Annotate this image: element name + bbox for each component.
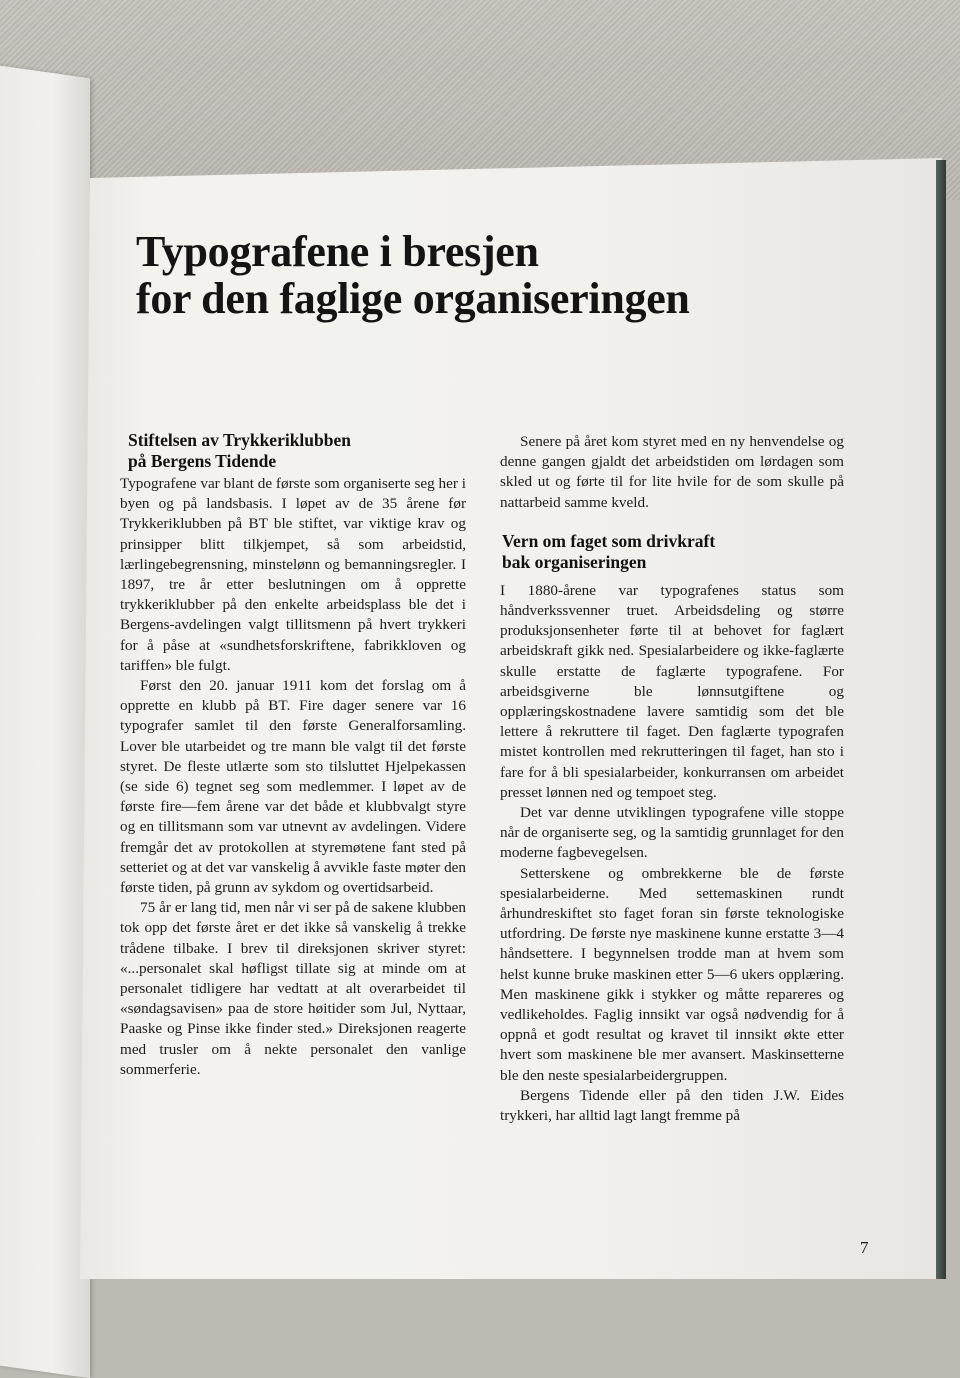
article-title <box>136 228 836 322</box>
paragraph: Bergens Tidende eller på den tiden J.W. Eides trykkeri, har alltid lagt langt fremme på <box>500 1086 844 1125</box>
section-heading: Stiftelsen av Trykkeriklubben på Bergens Tidende <box>128 430 351 471</box>
title-line: for den faglige organiseringen <box>136 274 690 323</box>
section-heading: Vern om faget som drivkraft bak organiseringen <box>502 530 716 572</box>
page-number: 7 <box>860 1238 869 1257</box>
left-column <box>120 430 466 1080</box>
paragraph: Først den 20. januar 1911 kom det forslag om å opprette en klubb på BT. Fire dager senere var 16 typografer samlet til den første Generalforsamling. Lover ble utarbeidet og tre mann ble valgt til det første styret. De fleste utlærte som sto tilsluttet Hjelpekassen (se side 6) tegnet seg som medlemmer. I løpet av de første fire—fem årene var det både et klubbvalgt styre og en tillitsmann som var utnevnt av avdelingen. Videre fremgår det av protokollen at styremøtene fant sted på setteriet og at det var vanskelig å avvikle faste møter den første tiden, på grunn av sykdom og overtidsarbeid. <box>120 677 466 897</box>
paragraph: I 1880-årene var typografenes status som håndverkssvenner truet. Arbeidsdeling og større produksjonsenheter førte til at behovet for faglært arbeidskraft gikk ned. Spesialarbeidere og ikke-faglærte skulle erstatte de faglærte typografene. For arbeidsgiverne ble lønnsutgiftene og opplæringskostnadene lavere samtidig som det ble lettere å rekruttere til faget. Den faglærte typografen mistet kontrollen med rekrutteringen til faget, han sto i fare for å bli spesialarbeider, konkurransen om arbeidet presset lønnen ned og tempoet steg. <box>500 581 844 801</box>
paragraph: Det var denne utviklingen typografene ville stoppe når de organiserte seg, og la samtidig grunnlaget for den moderne fagbevegelsen. <box>500 804 844 862</box>
book-cover-edge <box>936 160 946 1279</box>
title-line: Typografene i bresjen <box>136 227 539 276</box>
paragraph: Typografene var blant de første som organiserte seg her i byen og på landsbasis. I løpet av de 35 årene før Trykkeriklubben på BT ble stiftet, var viktige krav og prinsipper blitt tilkjempet, så som arbeidstid, lærlingebegrensning, minstelønn og bemanningsregler. I 1897, tre år etter beslutningen om å opprette trykkeriklubber på den enkelte arbeidsplass ble det i Bergens-avdelingen valgt tillitsmenn på hvert trykkeri for å påse at «sundhetsforskriftene, fabrikkloven og tariffen» ble fulgt. <box>120 475 466 674</box>
facing-page-edge <box>0 60 90 1378</box>
paragraph: Senere på året kom styret med en ny henvendelse og denne gangen gjaldt det arbeidstiden om lørdagen som skled ut og førte til for lite hvile for de som skulle på nattarbeid samme kveld. <box>500 433 844 511</box>
paragraph: 75 år er lang tid, men når vi ser på de sakene klubben tok opp det første året er det ikke så vanskelig å trekke trådene tilbake. I brev til direksjonen skriver styret: «...personalet skal høfligst tillate sig at minde om at personalet tidligere har vedtatt at alt overarbeidet til «søndagsavisen» paa de store høitider som Jul, Nyttaar, Paaske og Pinse ikke finder sted.» Direksjonen reagerte med trusler om å nekte personalet den vanlige sommerferie. <box>120 899 466 1078</box>
paragraph: Setterskene og ombrekkerne ble de første spesialarbeiderne. Med settemaskinen rundt århundreskiftet sto faget foran sin første teknologiske utfordring. De første nye maskinene kunne erstatte 3—4 håndsettere. I begynnelsen trodde man at hvem som helst kunne bruke maskinen etter 5—6 ukers opplæring. Men maskinene gikk i stykker og måtte repareres og vedlikeholdes. Faglig innsikt var også nødvendig for å oppnå et godt resultat og kravet til innsikt økte etter hvert som maskinene ble mer avansert. Maskinsetterne ble den neste spesialarbeidergruppen. <box>500 864 844 1084</box>
right-column <box>500 432 844 1126</box>
